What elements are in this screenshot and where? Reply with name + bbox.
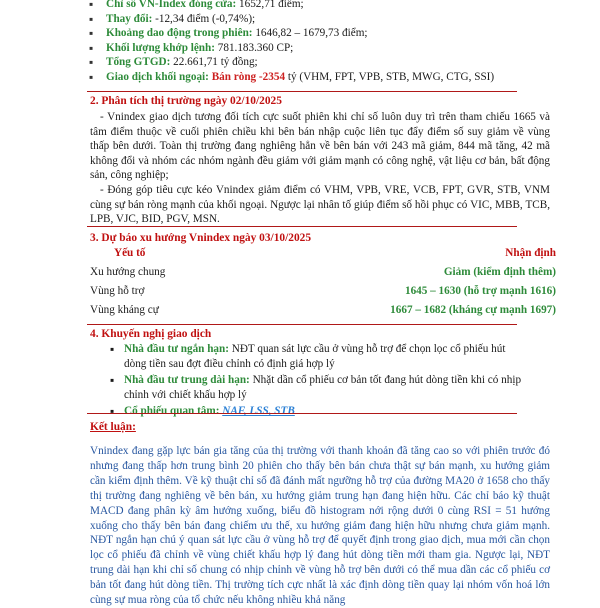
forecast-row [90, 282, 556, 301]
section-divider [87, 226, 517, 227]
rec-long-label: Nhà đầu tư trung dài hạn: [124, 374, 250, 387]
forecast-factor: Xu hướng chung [90, 266, 166, 278]
rec-watch-label: Cổ phiếu quan tâm: [124, 405, 220, 418]
analysis-paragraph-1: - Vnindex giao dịch tương đối tích cực suốt phiên khi chỉ số luôn duy trì trên tham chiếu 1665 và tâm điểm thuộc về cuối phiên chiều khi bên bán nhập cuộc liên tục đẩy điểm số suy giảm về vùng thấp bên dưới. Toàn thị trường đang nghiêng hẳn về bên bán với 243 mã giảm, 844 mã tăng, 42 mã không đổi và nhóm các nhóm ngành đều giảm với giảm mạnh có công nghệ, vật liệu cơ bản, bất động sản, công nghiệp; [90, 111, 550, 182]
stat-volume-label: Khối lượng khớp lệnh: [106, 41, 215, 54]
forecast-header-row [90, 244, 556, 263]
stat-change [106, 12, 494, 27]
section-divider [87, 91, 517, 92]
forecast-factor: Vùng hỗ trợ [90, 285, 145, 297]
stat-change-label: Thay đổi: [106, 12, 153, 25]
forecast-table [90, 244, 556, 320]
section-divider [87, 324, 517, 325]
forecast-row [90, 263, 556, 282]
analysis-title: 2. Phân tích thị trường ngày 02/10/2025 [90, 95, 282, 107]
analysis-body [90, 110, 550, 227]
rec-short-text: NĐT quan sát lực cầu ở vùng hỗ trợ để chọn lọc cổ phiếu hút dòng tiền sau đợt điều chỉnh có định giá hợp lý [124, 343, 506, 370]
stat-volume [106, 41, 494, 56]
stat-foreign-label: Giao dịch khối ngoại: [106, 70, 209, 83]
forecast-view: 1667 – 1682 (kháng cự mạnh 1697) [390, 304, 556, 316]
forecast-factor: Vùng kháng cự [90, 304, 159, 316]
forecast-title: 3. Dự báo xu hướng Vnindex ngày 03/10/2025 [90, 232, 312, 244]
stat-change-value: -12,34 điểm (-0,74%); [152, 12, 256, 25]
stat-foreign-rest: tỷ (VHM, FPT, VPB, STB, MWG, CTG, SSI) [285, 70, 495, 83]
stat-close-label: Chỉ số VN-Index đóng cửa: [106, 0, 237, 10]
rec-long-term [124, 373, 524, 402]
forecast-col-view: Nhận định [505, 247, 556, 259]
stat-foreign [106, 70, 494, 85]
stat-close-value: 1652,71 điểm; [236, 0, 304, 10]
recommendation-list [124, 342, 524, 421]
stat-foreign-net: Bán ròng -2354 [208, 70, 286, 83]
rec-short-term [124, 342, 524, 371]
forecast-col-factor: Yếu tố [114, 247, 146, 259]
rec-watchlist [124, 404, 524, 419]
forecast-view: Giảm (kiểm định thêm) [443, 266, 556, 278]
stat-range [106, 26, 494, 41]
rec-long-text: Nhặt dần cổ phiếu cơ bản tốt đang hút dòng tiền khi có nhịp chỉnh với chiết khấu hợp lý [124, 374, 522, 401]
analysis-paragraph-2: - Đóng góp tiêu cực kéo Vnindex giảm điểm có VHM, VPB, VRE, VCB, FPT, GVR, STB, VNM cùng sự bán ròng mạnh của khối ngoại. Ngược lại nhân tố giúp điểm số hồi phục có VIC, MBB, TCB, LPB, VJC, BID, PGV, MSN. [90, 183, 550, 226]
conclusion-text: Vnindex đang gặp lực bán gia tăng của thị trường với thanh khoản đã tăng cao so với phiên trước đó nhưng đang thấp hơn trung bình 20 phiên cho thấy bên bán chưa thật sự bán mạnh, xu hướng giảm cần kiểm định thêm. Về kỹ thuật chỉ số đã đánh mất ngưỡng hỗ trợ của đường MA20 ở 1658 cho thấy thị trường đang nghiêng về bên bán, xu hướng giảm trung hạn đang hiện hữu. Các chỉ báo kỹ thuật MACD đang phân kỳ âm hướng xuống, biểu đồ histogram nới rộng dưới 0 cùng RSI = 51 hướng xuống cho thấy bên bán đang chiếm ưu thế, xu hướng giảm đang hiện hữu nhưng chưa giảm mạnh. NĐT ngắn hạn chú ý quan sát lực cầu ở vùng hỗ trợ để quyết định trong giao dịch, mua mới cần chọn lọc cổ phiếu đã chỉnh về vùng chiết khấu hợp lý đang hút dòng tiền mới tham gia. Ngược lại, NĐT trung dài hạn khi chỉ số chung có nhịp chỉnh về vùng hỗ trợ bên dưới có thể mua dần các cổ phiếu cơ bản tốt đang hút dòng tiền. Thị trường tích cực nhất là xác định dòng tiền quay lại nhóm vốn hoá lớn cùng sự mua ròng của tổ chức nếu không nhiều khả năng [90, 445, 550, 607]
stat-gtgd [106, 55, 494, 70]
recommendation-title: 4. Khuyến nghị giao dịch [90, 328, 212, 340]
rec-short-label: Nhà đầu tư ngắn hạn: [124, 343, 229, 355]
stat-gtgd-value: 22.661,71 tỷ đồng; [170, 56, 258, 68]
stat-gtgd-label: Tổng GTGD: [106, 56, 171, 68]
conclusion-title: Kết luận: [90, 421, 136, 433]
conclusion-body [90, 444, 550, 608]
stat-close [106, 0, 494, 12]
market-stats-list [106, 0, 494, 84]
section-divider [87, 413, 517, 414]
stat-range-value: 1646,82 – 1679,73 điểm; [252, 27, 368, 39]
forecast-view: 1645 – 1630 (hỗ trợ mạnh 1616) [404, 285, 556, 297]
stat-volume-value: 781.183.360 CP; [214, 41, 294, 54]
forecast-row [90, 301, 556, 320]
stat-range-label: Khoảng dao động trong phiên: [106, 27, 253, 39]
rec-watch-tickers[interactable]: NAF, LSS, STB [222, 405, 295, 418]
